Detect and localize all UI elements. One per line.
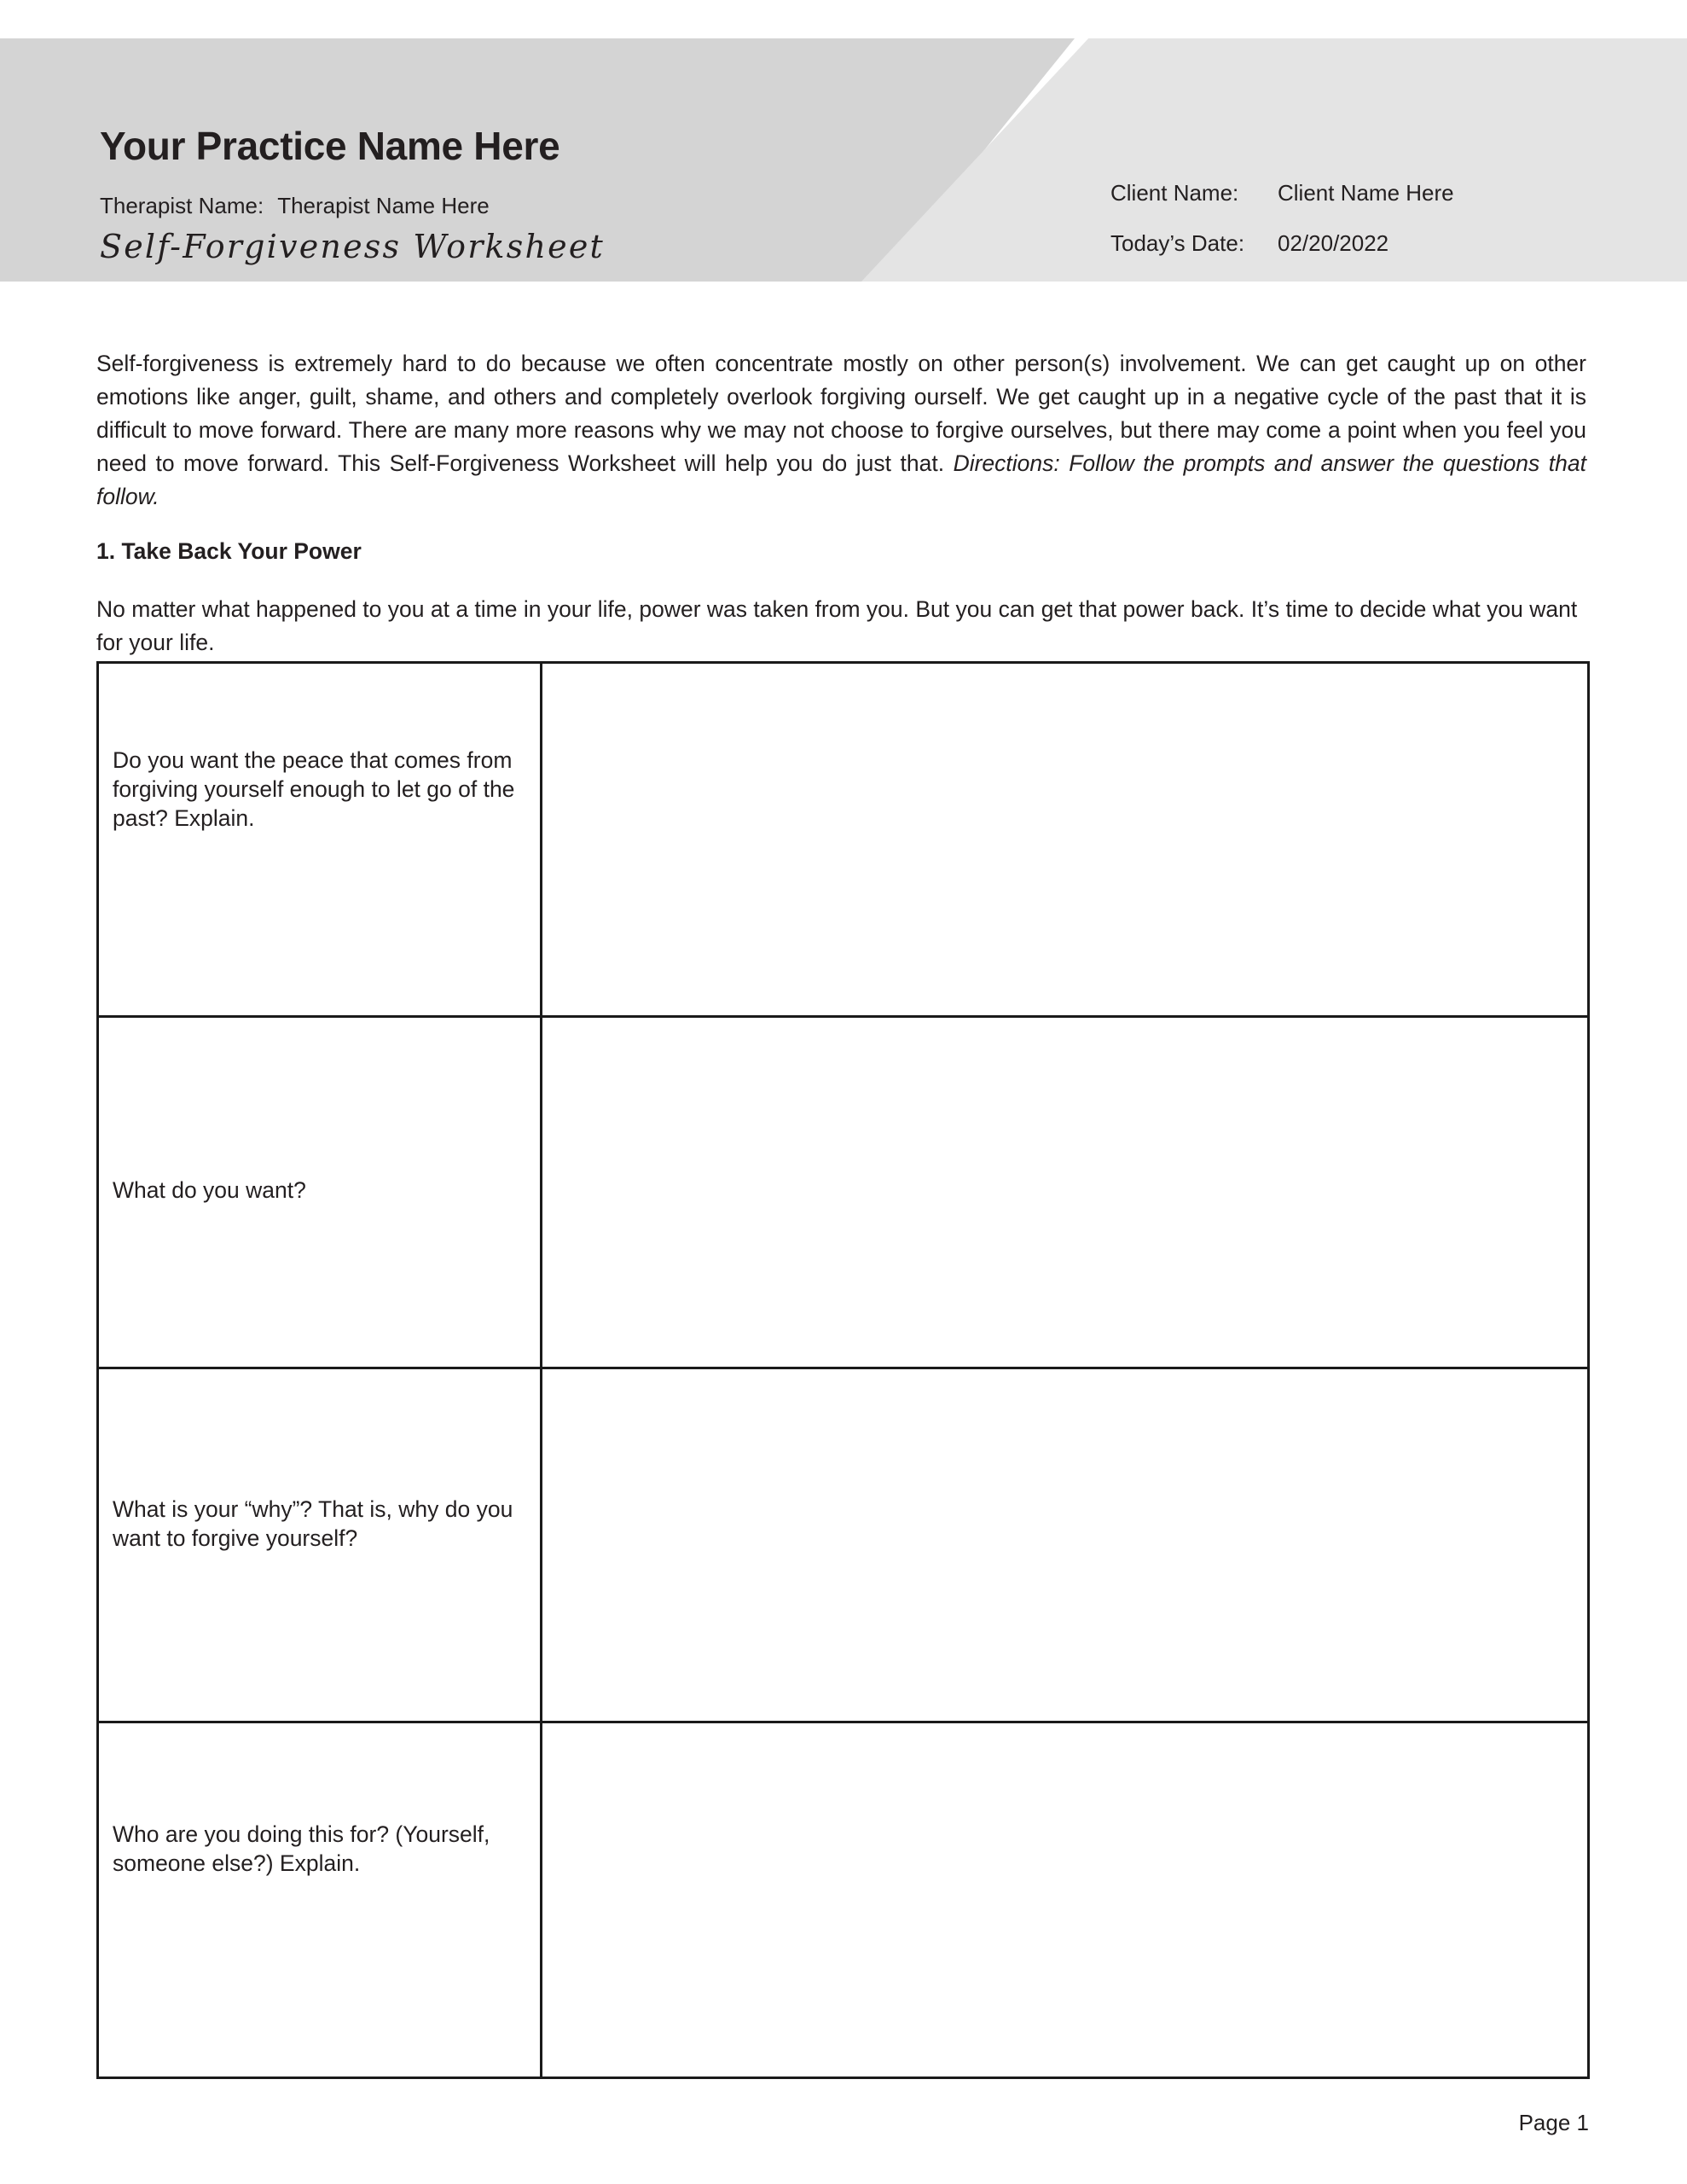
prompt-cell: [98, 663, 542, 1017]
therapist-name-row: [100, 195, 490, 217]
answer-cell[interactable]: [542, 1368, 1589, 1722]
header-client-info: [1110, 182, 1454, 254]
table-row: [98, 663, 1589, 1017]
intro-body: Self-forgiveness is extremely hard to do because we often concentrate mostly on other person(s) involvement. We can get caught up on other emotions like anger, guilt, shame, and others and completely overlook forgiving ourself. We get caught up in a negative cycle of the past that it is difficult to move forward. There are many more reasons why we may not choose to forgive ourselves, but there may come a point when you feel you need to move forward. This Self-Forgiveness Worksheet will help you do just that.: [96, 350, 1586, 476]
table-row: [98, 1368, 1589, 1722]
answer-cell[interactable]: [542, 1017, 1589, 1368]
practice-name: Your Practice Name Here: [100, 124, 560, 168]
prompt-text: Do you want the peace that comes from forgiving yourself enough to let go of the past? Explain.: [113, 747, 515, 831]
section-heading: 1. Take Back Your Power: [96, 537, 362, 564]
prompt-cell: [98, 1368, 542, 1722]
therapist-name-label: Therapist Name:: [100, 193, 264, 218]
todays-date-value: 02/20/2022: [1278, 230, 1389, 256]
prompt-cell: [98, 1722, 542, 2078]
todays-date-row: [1110, 232, 1454, 254]
worksheet-table: [96, 661, 1590, 2079]
page-number: Page 1: [1518, 2110, 1589, 2135]
answer-cell[interactable]: [542, 663, 1589, 1017]
table-row: [98, 1017, 1589, 1368]
client-name-label: Client Name:: [1110, 180, 1239, 206]
prompt-text: What do you want?: [113, 1177, 306, 1203]
intro-directions: Directions: Follow the prompts and answer the questions that follow.: [96, 450, 1586, 509]
therapist-name-value: Therapist Name Here: [277, 193, 490, 218]
section-intro-paragraph: No matter what happened to you at a time in your life, power was taken from you. But you can get that power back. It’s time to decide what you want for your life.: [96, 595, 1578, 655]
page-header: [0, 38, 1687, 282]
prompt-text: Who are you doing this for? (Yourself, someone else?) Explain.: [113, 1821, 490, 1876]
answer-cell[interactable]: [542, 1722, 1589, 2078]
prompt-cell: [98, 1017, 542, 1368]
prompt-text: What is your “why”? That is, why do you want to forgive yourself?: [113, 1496, 513, 1551]
client-name-value: Client Name Here: [1278, 180, 1454, 206]
intro-paragraph: [96, 347, 1586, 514]
todays-date-label: Today’s Date:: [1110, 230, 1245, 256]
table-row: [98, 1722, 1589, 2078]
worksheet-title: Self-Forgiveness Worksheet: [100, 228, 606, 265]
client-name-row: [1110, 182, 1454, 204]
